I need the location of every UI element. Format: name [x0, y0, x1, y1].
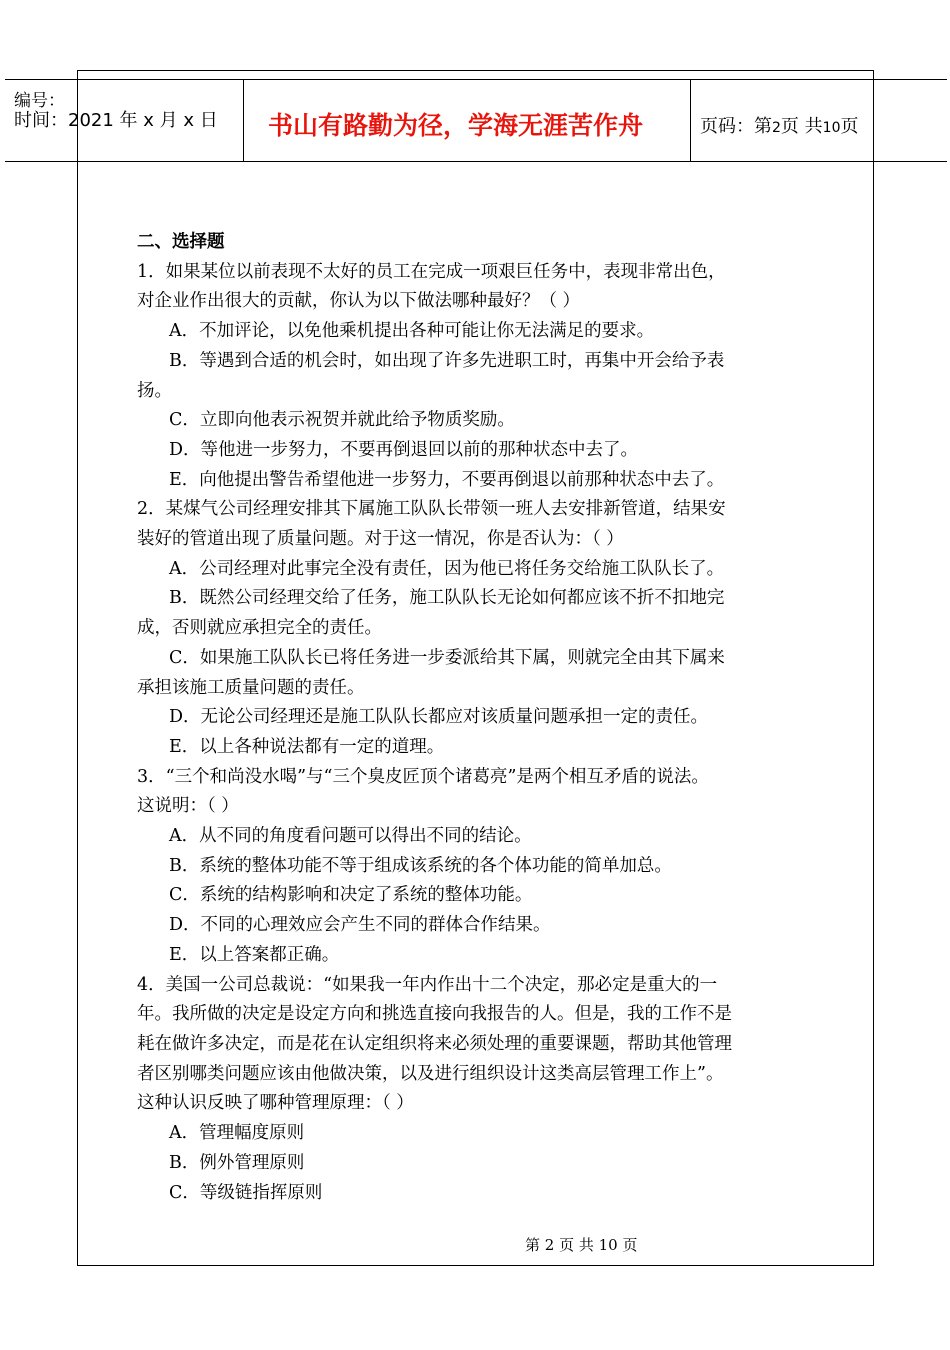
frame-left-border: [77, 70, 78, 1266]
frame-right-border: [873, 70, 874, 1266]
frame-top-border: [77, 70, 874, 71]
question-text-line: 1．如果某位以前表现不太好的员工在完成一项艰巨任务中，表现非常出色，: [137, 261, 726, 282]
question-text-line: 承担该施工质量问题的责任。: [137, 677, 365, 698]
answer-option-line: E．以上各种说法都有一定的道理。: [169, 736, 445, 757]
page-total: 10: [822, 120, 841, 136]
page-footer: 第 2 页 共 10 页: [525, 1236, 638, 1254]
question-text-line: 成，否则就应承担完全的责任。: [137, 618, 382, 639]
answer-option-line: C．系统的结构影响和决定了系统的整体功能。: [169, 885, 533, 906]
frame-bottom-border: [77, 1265, 874, 1266]
page-suffix: 页: [840, 116, 859, 137]
answer-option-line: B．系统的整体功能不等于组成该系统的各个体功能的简单加总。: [169, 855, 672, 876]
answer-option-line: E．向他提出警告希望他进一步努力，不要再倒退以前那种状态中去了。: [169, 469, 725, 490]
question-text-line: 耗在做许多决定，而是花在认定组织将来必须处理的重要课题，帮助其他管理: [137, 1033, 732, 1054]
answer-option-line: B．例外管理原则: [169, 1152, 305, 1173]
section-heading: 二、选择题: [137, 232, 225, 252]
question-text-line: 3．“三个和尚没水喝”与“三个臭皮匠顶个诸葛亮”是两个相互矛盾的说法。: [137, 766, 709, 787]
answer-option-line: B．既然公司经理交给了任务，施工队队长无论如何都应该不折不扣地完: [169, 588, 725, 609]
question-text-line: 装好的管道出现了质量问题。对于这一情况，你是否认为：（ ）: [137, 529, 624, 550]
answer-option-line: A．不加评论，以免他乘机提出各种可能让你无法满足的要求。: [169, 321, 655, 342]
question-text-line: 2．某煤气公司经理安排其下属施工队队长带领一班人去安排新管道，结果安: [137, 499, 726, 520]
header-bottom-rule: [5, 161, 947, 162]
page-prefix: 页码：第: [700, 116, 772, 137]
answer-option-line: A．管理幅度原则: [169, 1123, 305, 1144]
question-text-line: 者区别哪类问题应该由他做决策，以及进行组织设计这类高层管理工作上”。: [137, 1063, 724, 1084]
header-page-info: [700, 112, 858, 138]
answer-option-line: D．无论公司经理还是施工队队长都应对该质量问题承担一定的责任。: [169, 707, 709, 728]
question-text-line: 扬。: [137, 380, 172, 401]
answer-option-line: A．从不同的角度看问题可以得出不同的结论。: [169, 826, 532, 847]
question-text-line: 年。我所做的决定是设定方向和挑选直接向我报告的人。但是，我的工作不是: [137, 1004, 732, 1025]
answer-option-line: E．以上答案都正确。: [169, 944, 340, 965]
question-text-line: 4．美国一公司总裁说：“如果我一年内作出十二个决定，那必定是重大的一: [137, 974, 718, 995]
answer-option-line: B．等遇到合适的机会时，如出现了许多先进职工时，再集中开会给予表: [169, 350, 725, 371]
answer-option-line: C．如果施工队队长已将任务进一步委派给其下属，则就完全由其下属来: [169, 647, 725, 668]
question-text-line: 这种认识反映了哪种管理原理：（ ）: [137, 1093, 414, 1114]
page-current: 2: [772, 120, 781, 136]
answer-option-line: C．立即向他表示祝贺并就此给予物质奖励。: [169, 410, 515, 431]
answer-option-line: D．等他进一步努力，不要再倒退回以前的那种状态中去了。: [169, 439, 639, 460]
question-text-line: 这说明：（ ）: [137, 796, 239, 817]
header-divider-right: [690, 79, 691, 162]
document-number-label: 编号：: [14, 91, 65, 111]
answer-option-line: A．公司经理对此事完全没有责任，因为他已将任务交给施工队队长了。: [169, 558, 725, 579]
document-body: [137, 228, 837, 1208]
answer-option-line: C．等级链指挥原则: [169, 1182, 323, 1203]
page-mid: 页 共: [780, 116, 823, 137]
answer-option-line: D．不同的心理效应会产生不同的群体合作结果。: [169, 915, 551, 936]
document-time-label: 时间：2021 年 x 月 x 日: [14, 110, 218, 131]
header-top-rule: [5, 79, 947, 80]
header-motto: 书山有路勤为径，学海无涯苦作舟: [268, 111, 644, 140]
question-text-line: 对企业作出很大的贡献，你认为以下做法哪种最好？（ ）: [137, 291, 581, 312]
header-divider-left: [243, 79, 244, 162]
